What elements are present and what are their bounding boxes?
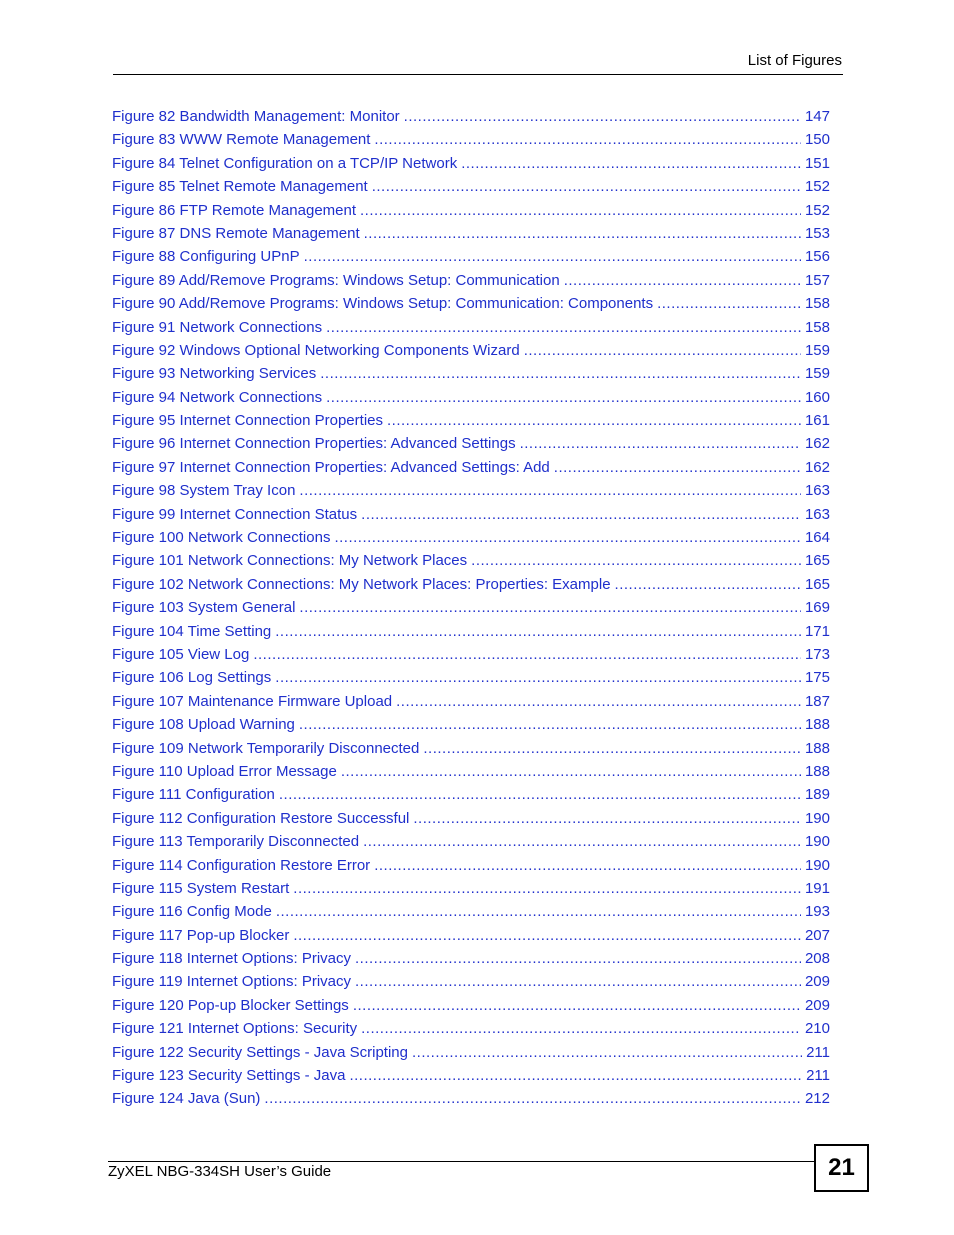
toc-entry-link[interactable] xyxy=(112,573,830,596)
toc-dot-leader xyxy=(275,620,801,643)
toc-entry-title: Figure 107 Maintenance Firmware Upload xyxy=(112,692,393,710)
toc-entry-link[interactable] xyxy=(112,900,830,923)
toc-entry-title: Figure 119 Internet Options: Privacy xyxy=(112,973,352,991)
toc-entry-page: 190 xyxy=(804,856,830,874)
toc-entry-page: 209 xyxy=(804,996,830,1014)
page-number: 21 xyxy=(814,1144,869,1192)
toc-entry-link[interactable] xyxy=(112,432,830,455)
toc-entry-link[interactable] xyxy=(112,1017,830,1040)
toc-entry-title: Figure 109 Network Temporarily Disconnected xyxy=(112,739,420,757)
toc-entry-page: 159 xyxy=(804,341,830,359)
toc-dot-leader xyxy=(423,737,801,760)
toc-dot-leader xyxy=(564,269,801,292)
toc-entry-page: 171 xyxy=(804,622,830,640)
toc-entry-link[interactable] xyxy=(112,596,830,619)
toc-entry-page: 162 xyxy=(804,458,830,476)
toc-dot-leader xyxy=(299,713,801,736)
toc-entry-title: Figure 103 System General xyxy=(112,599,296,617)
toc-entry-link[interactable] xyxy=(112,105,830,128)
toc-entry-title: Figure 110 Upload Error Message xyxy=(112,762,337,780)
toc-entry-link[interactable] xyxy=(112,269,830,292)
toc-entry-link[interactable] xyxy=(112,222,830,245)
toc-dot-leader xyxy=(524,339,801,362)
toc-entry-page: 157 xyxy=(804,271,830,289)
toc-entry-link[interactable] xyxy=(112,643,830,666)
toc-entry-link[interactable] xyxy=(112,713,830,736)
toc-entry-page: 207 xyxy=(804,926,830,944)
toc-dot-leader xyxy=(413,807,801,830)
toc-entry-title: Figure 90 Add/Remove Programs: Windows Setup: Communication: Components xyxy=(112,295,654,313)
toc-dot-leader xyxy=(275,666,801,689)
toc-dot-leader xyxy=(461,152,801,175)
toc-dot-leader xyxy=(264,1087,801,1110)
toc-entry-link[interactable] xyxy=(112,199,830,222)
toc-entry-title: Figure 87 DNS Remote Management xyxy=(112,224,360,242)
toc-entry-link[interactable] xyxy=(112,526,830,549)
toc-entry-title: Figure 102 Network Connections: My Network Places: Properties: Example xyxy=(112,575,611,593)
toc-entry-title: Figure 113 Temporarily Disconnected xyxy=(112,833,360,851)
toc-entry-link[interactable] xyxy=(112,456,830,479)
page-header xyxy=(113,50,843,75)
toc-entry-link[interactable] xyxy=(112,1041,830,1064)
toc-entry-title: Figure 118 Internet Options: Privacy xyxy=(112,950,352,968)
toc-entry-title: Figure 96 Internet Connection Properties: Advanced Settings xyxy=(112,435,516,453)
toc-dot-leader xyxy=(326,316,801,339)
toc-entry-title: Figure 88 Configuring UPnP xyxy=(112,248,300,266)
toc-dot-leader xyxy=(374,128,801,151)
toc-entry-page: 159 xyxy=(804,365,830,383)
toc-entry-page: 188 xyxy=(804,739,830,757)
toc-entry-page: 162 xyxy=(804,435,830,453)
toc-dot-leader xyxy=(299,596,801,619)
toc-entry-page: 188 xyxy=(804,716,830,734)
toc-dot-leader xyxy=(279,783,801,806)
toc-dot-leader xyxy=(412,1041,802,1064)
toc-dot-leader xyxy=(320,362,801,385)
toc-entry-title: Figure 105 View Log xyxy=(112,645,250,663)
toc-entry-link[interactable] xyxy=(112,316,830,339)
toc-dot-leader xyxy=(374,854,801,877)
toc-entry-page: 151 xyxy=(804,154,830,172)
toc-entry-link[interactable] xyxy=(112,947,830,970)
toc-entry-page: 210 xyxy=(804,1020,830,1038)
toc-dot-leader xyxy=(363,830,801,853)
toc-entry-link[interactable] xyxy=(112,783,830,806)
toc-dot-leader xyxy=(360,199,801,222)
toc-entry-page: 165 xyxy=(804,575,830,593)
toc-entry-page: 191 xyxy=(804,879,830,897)
toc-entry-page: 211 xyxy=(806,1043,830,1061)
toc-entry-title: Figure 111 Configuration xyxy=(112,786,275,804)
toc-entry-page: 158 xyxy=(804,295,830,313)
toc-entry-page: 208 xyxy=(804,950,830,968)
toc-entry-title: Figure 101 Network Connections: My Network Places xyxy=(112,552,468,570)
toc-entry-page: 187 xyxy=(804,692,830,710)
toc-dot-leader xyxy=(361,1017,801,1040)
toc-entry-link[interactable] xyxy=(112,807,830,830)
toc-entry-title: Figure 83 WWW Remote Management xyxy=(112,131,371,149)
toc-dot-leader xyxy=(299,479,801,502)
toc-entry-page: 163 xyxy=(804,482,830,500)
toc-entry-page: 190 xyxy=(804,809,830,827)
toc-entry-link[interactable] xyxy=(112,1064,830,1087)
toc-dot-leader xyxy=(293,924,801,947)
header-title: List of Figures xyxy=(747,52,842,69)
toc-entry-title: Figure 122 Security Settings - Java Scripting xyxy=(112,1043,408,1061)
toc-entry-page: 163 xyxy=(804,505,830,523)
toc-entry-link[interactable] xyxy=(112,760,830,783)
toc-entry-title: Figure 117 Pop-up Blocker xyxy=(112,926,290,944)
toc-entry-title: Figure 100 Network Connections xyxy=(112,529,331,547)
toc-entry-page: 188 xyxy=(804,762,830,780)
toc-dot-leader xyxy=(304,245,801,268)
list-of-figures xyxy=(112,105,830,1111)
toc-entry-title: Figure 92 Windows Optional Networking Components Wizard xyxy=(112,341,520,359)
toc-entry-link[interactable] xyxy=(112,1087,830,1110)
toc-entry-title: Figure 106 Log Settings xyxy=(112,669,272,687)
toc-entry-page: 169 xyxy=(804,599,830,617)
toc-dot-leader xyxy=(657,292,801,315)
toc-dot-leader xyxy=(471,549,801,572)
toc-dot-leader xyxy=(276,900,801,923)
toc-entry-page: 209 xyxy=(804,973,830,991)
footer-guide-title: ZyXEL NBG-334SH User’s Guide xyxy=(108,1163,332,1180)
toc-entry-link[interactable] xyxy=(112,339,830,362)
toc-dot-leader xyxy=(361,503,801,526)
toc-entry-link[interactable] xyxy=(112,386,830,409)
toc-entry-link[interactable] xyxy=(112,620,830,643)
toc-entry-link[interactable] xyxy=(112,924,830,947)
toc-entry-title: Figure 120 Pop-up Blocker Settings xyxy=(112,996,349,1014)
toc-entry-page: 160 xyxy=(804,388,830,406)
toc-entry-link[interactable] xyxy=(112,690,830,713)
toc-entry-link[interactable] xyxy=(112,549,830,572)
toc-dot-leader xyxy=(396,690,801,713)
toc-dot-leader xyxy=(334,526,801,549)
toc-entry-title: Figure 116 Config Mode xyxy=(112,903,272,921)
toc-entry-title: Figure 121 Internet Options: Security xyxy=(112,1020,358,1038)
toc-entry-page: 152 xyxy=(804,178,830,196)
toc-entry-page: 158 xyxy=(804,318,830,336)
toc-dot-leader xyxy=(253,643,801,666)
toc-entry-title: Figure 82 Bandwidth Management: Monitor xyxy=(112,108,400,125)
toc-entry-link[interactable] xyxy=(112,877,830,900)
toc-entry-page: 175 xyxy=(804,669,830,687)
toc-dot-leader xyxy=(349,1064,802,1087)
toc-entry-title: Figure 98 System Tray Icon xyxy=(112,482,296,500)
toc-entry-page: 211 xyxy=(806,1067,830,1085)
toc-entry-link[interactable] xyxy=(112,830,830,853)
toc-dot-leader xyxy=(364,222,801,245)
toc-entry-link[interactable] xyxy=(112,152,830,175)
toc-entry-page: 165 xyxy=(804,552,830,570)
toc-entry-link[interactable] xyxy=(112,970,830,993)
toc-dot-leader xyxy=(387,409,801,432)
toc-entry-page: 189 xyxy=(804,786,830,804)
toc-entry-page: 156 xyxy=(804,248,830,266)
toc-dot-leader xyxy=(355,947,801,970)
toc-entry-title: Figure 89 Add/Remove Programs: Windows Setup: Communication xyxy=(112,271,560,289)
toc-entry-link[interactable] xyxy=(112,245,830,268)
toc-dot-leader xyxy=(355,970,801,993)
toc-dot-leader xyxy=(353,994,801,1017)
toc-entry-title: Figure 86 FTP Remote Management xyxy=(112,201,357,219)
toc-dot-leader xyxy=(615,573,801,596)
toc-entry-link[interactable] xyxy=(112,128,830,151)
toc-dot-leader xyxy=(372,175,801,198)
toc-dot-leader xyxy=(520,432,801,455)
toc-entry-link[interactable] xyxy=(112,503,830,526)
toc-entry-title: Figure 85 Telnet Remote Management xyxy=(112,178,368,196)
toc-entry-title: Figure 97 Internet Connection Properties: Advanced Settings: Add xyxy=(112,458,550,476)
toc-entry-page: 152 xyxy=(804,201,830,219)
toc-entry-title: Figure 108 Upload Warning xyxy=(112,716,295,734)
toc-entry-link[interactable] xyxy=(112,666,830,689)
toc-dot-leader xyxy=(404,105,801,128)
toc-dot-leader xyxy=(293,877,801,900)
toc-entry-page: 173 xyxy=(804,645,830,663)
toc-entry-title: Figure 112 Configuration Restore Successful xyxy=(112,809,410,827)
toc-entry-title: Figure 123 Security Settings - Java xyxy=(112,1067,346,1085)
toc-dot-leader xyxy=(554,456,801,479)
toc-entry-title: Figure 124 Java (Sun) xyxy=(112,1090,261,1108)
toc-entry-title: Figure 104 Time Setting xyxy=(112,622,272,640)
toc-entry-link[interactable] xyxy=(112,409,830,432)
toc-entry-link[interactable] xyxy=(112,737,830,760)
toc-entry-link[interactable] xyxy=(112,175,830,198)
toc-entry-link[interactable] xyxy=(112,292,830,315)
toc-entry-title: Figure 94 Network Connections xyxy=(112,388,323,406)
toc-entry-link[interactable] xyxy=(112,479,830,502)
toc-entry-page: 161 xyxy=(804,412,830,430)
toc-entry-link[interactable] xyxy=(112,994,830,1017)
toc-entry-page: 147 xyxy=(804,108,830,125)
toc-entry-title: Figure 114 Configuration Restore Error xyxy=(112,856,371,874)
toc-entry-title: Figure 84 Telnet Configuration on a TCP/IP Network xyxy=(112,154,458,172)
toc-entry-page: 212 xyxy=(804,1090,830,1108)
toc-entry-link[interactable] xyxy=(112,854,830,877)
toc-dot-leader xyxy=(341,760,801,783)
toc-entry-title: Figure 99 Internet Connection Status xyxy=(112,505,358,523)
toc-dot-leader xyxy=(326,386,801,409)
toc-entry-title: Figure 115 System Restart xyxy=(112,879,290,897)
toc-entry-title: Figure 93 Networking Services xyxy=(112,365,317,383)
toc-entry-page: 150 xyxy=(804,131,830,149)
toc-entry-title: Figure 91 Network Connections xyxy=(112,318,323,336)
page-footer xyxy=(108,1161,814,1180)
toc-entry-title: Figure 95 Internet Connection Properties xyxy=(112,412,383,430)
toc-entry-page: 190 xyxy=(804,833,830,851)
toc-entry-link[interactable] xyxy=(112,362,830,385)
toc-entry-page: 193 xyxy=(804,903,830,921)
toc-entry-page: 164 xyxy=(804,529,830,547)
toc-entry-page: 153 xyxy=(804,224,830,242)
